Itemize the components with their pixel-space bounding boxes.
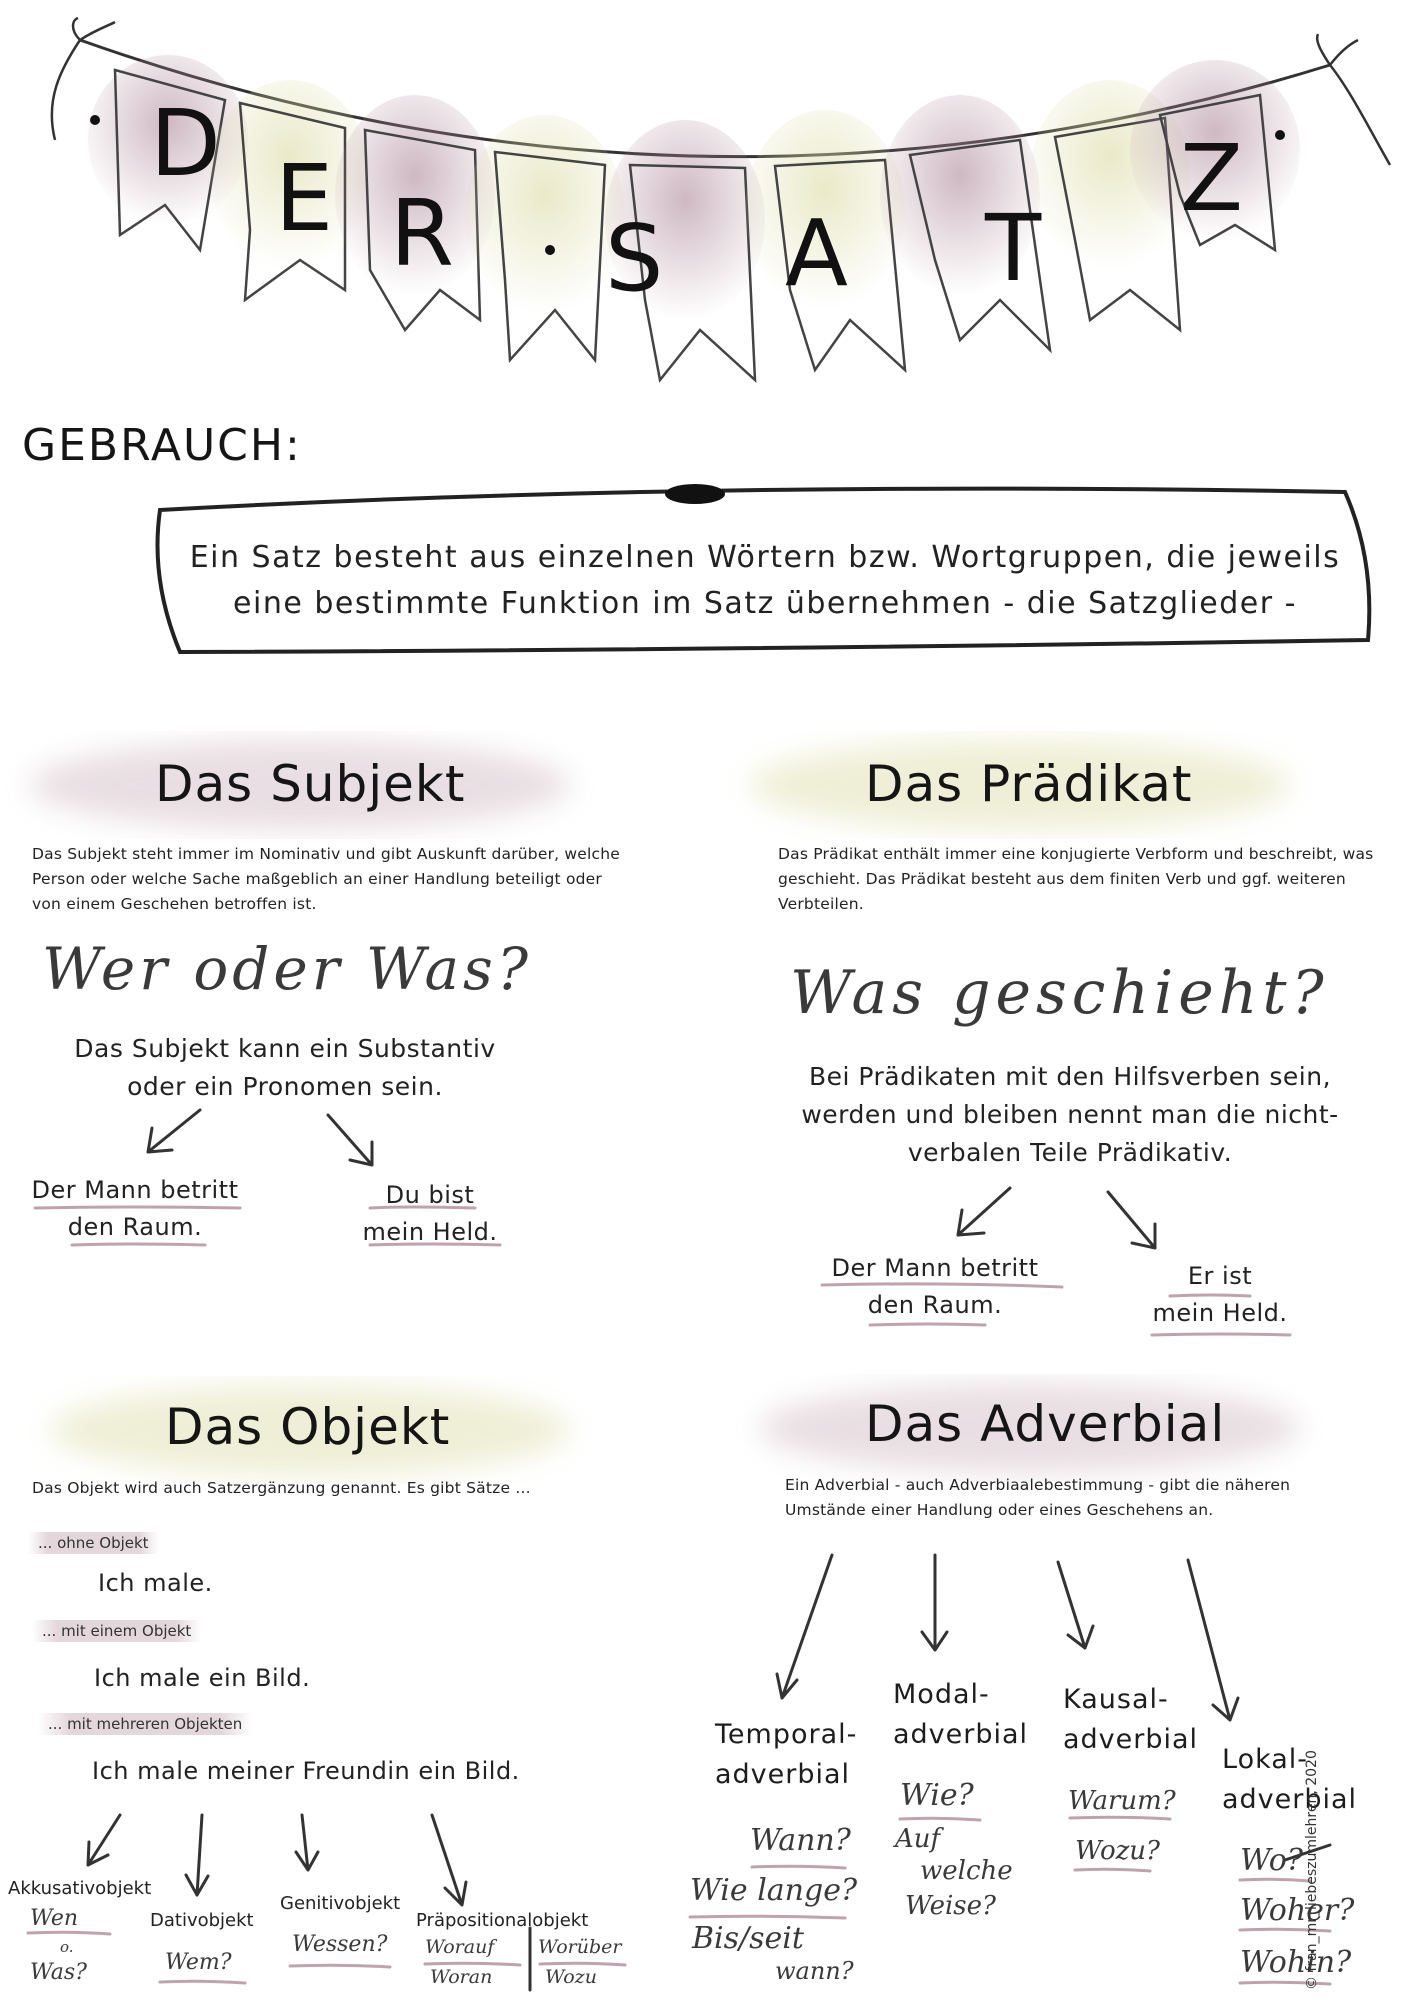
subjekt-example-1: Der Mann betritt den Raum. (31, 1176, 239, 1241)
praedikat-description: Das Prädikat enthält immer eine konjugierte Verbform und beschreibt, was geschieht. Das Prädikat besteht aus dem finiten Verb und ggf. weiteren Verbteilen. (778, 845, 1374, 913)
objekt-sentence-2: Ich male ein Bild. (94, 1664, 311, 1692)
adverbial-description: Ein Adverbial - auch Adverbiaalebestimmung - gibt die näheren Umstände einer Handlung oder eines Geschehens an. (785, 1476, 1291, 1519)
kausaladverbial-label: Kausal- adverbial (1063, 1684, 1199, 1755)
praedikat-note: Bei Prädikaten mit den Hilfsverben sein, werden und bleiben nennt man die nicht-verbalen Teile Prädikativ. (801, 1062, 1339, 1167)
modaladverbial-label: Modal- adverbial (893, 1679, 1029, 1750)
subjekt-note: Das Subjekt kann ein Substantiv oder ein Pronomen sein. (74, 1034, 496, 1101)
temporaladverbial-question-3: Bis/seit (692, 1921, 804, 1956)
lokaladverbial-question-1: Wo? (1240, 1843, 1303, 1878)
adverbial-heading: Das Adverbial (865, 1395, 1226, 1453)
genitivobjekt-label: Genitivobjekt (280, 1893, 401, 1914)
banner-letter-z: Z (1180, 125, 1244, 232)
modaladverbial-question-2: Auf (895, 1824, 941, 1854)
praedikat-example-1: Der Mann betritt den Raum. (831, 1254, 1039, 1319)
akkusativobjekt-question-1: Wen (30, 1906, 79, 1931)
banner-letter-r: R (390, 180, 454, 287)
praepositionalobjekt-label: Präpositionalobjekt (416, 1910, 589, 1931)
akkusativobjekt-label: Akkusativobjekt (8, 1878, 152, 1899)
praepositionalobjekt-question-3: Worüber (538, 1936, 622, 1958)
modaladverbial-question-4: Weise? (905, 1891, 996, 1921)
modaladverbial-question-1: Wie? (900, 1778, 974, 1813)
temporaladverbial-question-4: wann? (775, 1957, 854, 1985)
copyright-credit: © fran_mr_liebeszumlehren, 2020 (1304, 1750, 1320, 1990)
temporaladverbial-question-2: Wie lange? (690, 1873, 858, 1908)
temporaladverbial-question-1: Wann? (750, 1823, 851, 1858)
banner-letter-t: T (985, 195, 1042, 302)
usage-title: GEBRAUCH: (22, 420, 302, 471)
objekt-description: Das Objekt wird auch Satzergänzung genannt. Es gibt Sätze ... (32, 1479, 531, 1497)
objekt-tag-1: ... ohne Objekt (28, 1532, 159, 1554)
praedikat-example-2: Er ist mein Held. (1152, 1262, 1288, 1327)
praepositionalobjekt-question-2: Woran (430, 1966, 493, 1988)
lokaladverbial-label: Lokal- adverbial (1222, 1744, 1358, 1815)
temporaladverbial-label: Temporal- adverbial (715, 1719, 858, 1790)
praepositionalobjekt-question-4: Wozu (545, 1966, 597, 1988)
objekt-sentence-1: Ich male. (98, 1569, 213, 1597)
genitivobjekt-question: Wessen? (292, 1932, 388, 1957)
kausaladverbial-question-1: Warum? (1068, 1786, 1176, 1816)
banner-letter-e: E (275, 145, 334, 252)
objekt-tag-2: ... mit einem Objekt (32, 1620, 201, 1642)
usage-definition: Ein Satz besteht aus einzelnen Wörtern bzw. Wortgruppen, die jeweils eine bestimmte Funktion im Satz übernehmen - die Satzglieder - (189, 540, 1341, 621)
dativobjekt-question: Wem? (165, 1950, 232, 1975)
praedikat-heading: Das Prädikat (865, 755, 1193, 813)
subjekt-question: Wer oder Was? (42, 935, 532, 1003)
banner-letter-a: A (785, 200, 848, 307)
lokaladverbial-question-2: Woher? (1240, 1893, 1355, 1928)
banner-letter-s: S (605, 205, 664, 312)
lokaladverbial-question-3: Wohin? (1240, 1945, 1352, 1980)
subjekt-description: Das Subjekt steht immer im Nominativ und gibt Auskunft darüber, welche Person oder welche Sache maßgeblich an einer Handlung beteiligt oder von einem Geschehen betroffen ist. (32, 845, 621, 913)
subjekt-example-2: Du bist mein Held. (362, 1181, 498, 1246)
kausaladverbial-question-2: Wozu? (1075, 1836, 1160, 1866)
banner-letter-d: D (150, 90, 221, 197)
akkusativobjekt-question-2: Was? (30, 1960, 87, 1985)
praepositionalobjekt-question-1: Worauf (425, 1936, 495, 1958)
praedikat-question: Was geschieht? (790, 958, 1329, 1028)
objekt-heading: Das Objekt (165, 1398, 451, 1456)
modaladverbial-question-3: welche (920, 1856, 1013, 1886)
subjekt-heading: Das Subjekt (155, 755, 466, 813)
objekt-sentence-3: Ich male meiner Freundin ein Bild. (92, 1757, 520, 1785)
objekt-tag-3: ... mit mehreren Objekten (38, 1713, 252, 1735)
akkusativobjekt-or: o. (60, 1938, 74, 1956)
dativobjekt-label: Dativobjekt (150, 1910, 254, 1931)
